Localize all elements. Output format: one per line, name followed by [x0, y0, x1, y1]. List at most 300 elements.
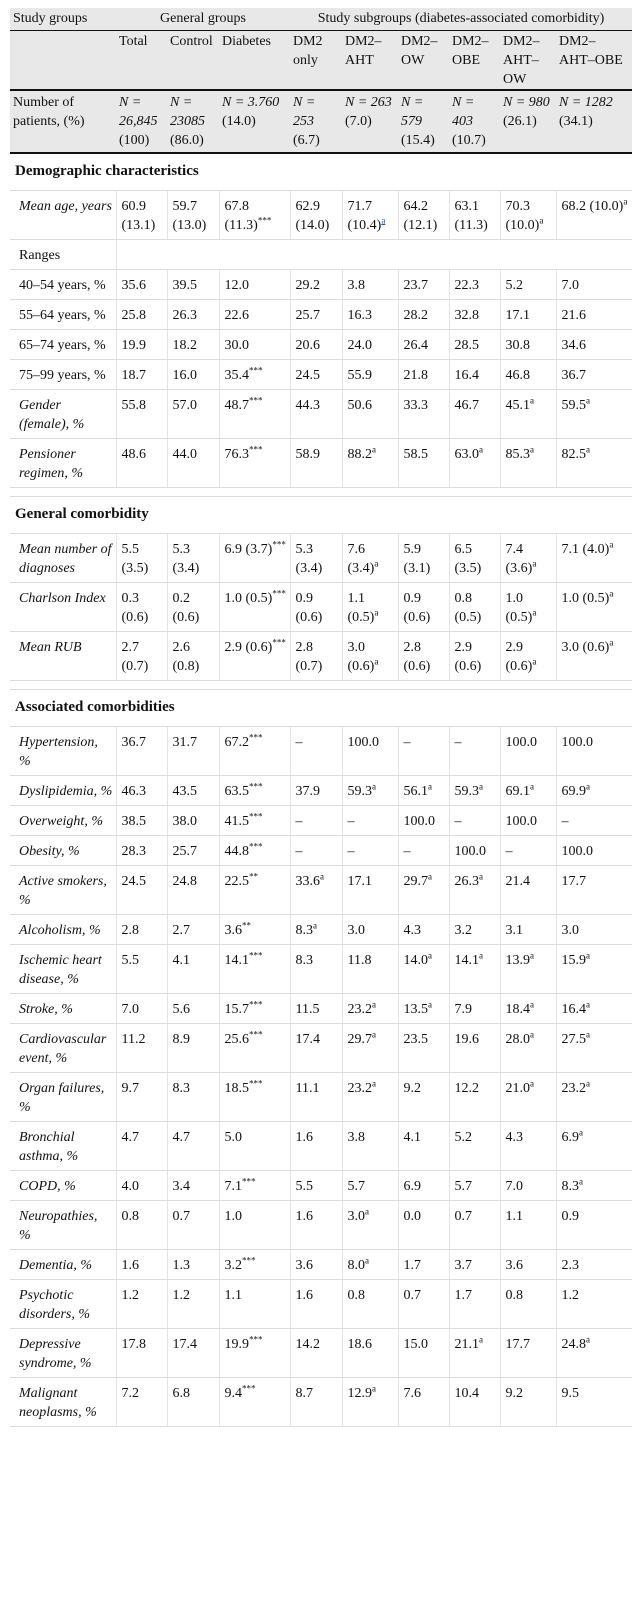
table-cell: [342, 191, 398, 240]
table-cell: [500, 1171, 556, 1201]
cell-value: –: [454, 814, 462, 829]
table-row: [10, 727, 632, 776]
table-cell: [398, 360, 449, 390]
table-cell: [290, 866, 342, 915]
table-cell: [449, 776, 500, 806]
table-cell: [398, 270, 449, 300]
table-cell: [342, 1201, 398, 1250]
significance-mark: a: [372, 444, 376, 455]
significance-mark: a: [479, 444, 483, 455]
table-cell: [342, 1122, 398, 1171]
section-spacer: [10, 681, 632, 690]
col-header-total: Total: [116, 31, 167, 91]
cell-value: 17.4: [172, 1337, 197, 1352]
table-cell: [167, 806, 219, 836]
cell-value: 7.4 (3.6): [505, 542, 533, 576]
table-cell: [500, 360, 556, 390]
cell-value: 14.2: [295, 1337, 320, 1352]
row-label: Depressive syndrome, %: [10, 1329, 116, 1378]
patients-cell: N = 579 (15.4): [398, 90, 449, 153]
cell-value: 1.1: [224, 1288, 242, 1303]
patients-cell: N = 23085 (86.0): [167, 90, 219, 153]
cell-value: 3.6: [224, 923, 242, 938]
table-cell: [219, 915, 290, 945]
cell-value: 1.6: [121, 1258, 139, 1273]
cell-value: 30.8: [505, 338, 530, 353]
table-cell: [500, 1024, 556, 1073]
cell-value: 7.1: [224, 1179, 242, 1194]
table-cell: [116, 191, 167, 240]
table-cell: [167, 632, 219, 681]
table-cell: [219, 360, 290, 390]
cell-value: 22.5: [224, 874, 249, 889]
general-groups-heading: General groups: [116, 8, 290, 31]
table-cell: [290, 727, 342, 776]
table-cell: [449, 866, 500, 915]
table-cell: [500, 806, 556, 836]
table-cell: [556, 1024, 632, 1073]
table-cell: [290, 1122, 342, 1171]
row-label: Mean number of diagnoses: [10, 534, 116, 583]
table-cell: [398, 1073, 449, 1122]
table-cell: [449, 1250, 500, 1280]
row-label: 65–74 years, %: [10, 330, 116, 360]
cell-value: 100.0: [505, 814, 537, 829]
row-label: Cardiovascular event, %: [10, 1024, 116, 1073]
cell-value: 12.9: [347, 1386, 372, 1401]
table-cell: [556, 866, 632, 915]
cell-value: 44.3: [295, 398, 320, 413]
table-cell: [116, 1378, 167, 1427]
cell-value: 21.4: [505, 874, 530, 889]
col-header-dm2-aht-obe: DM2–AHT–OBE: [556, 31, 632, 91]
cell-value: 1.6: [295, 1209, 313, 1224]
cell-value: 1.0 (0.5): [505, 591, 533, 625]
significance-mark: a: [530, 444, 534, 455]
cell-value: 3.6: [295, 1258, 313, 1273]
cell-value: 1.6: [295, 1130, 313, 1145]
section-title: Associated comorbidities: [10, 690, 632, 727]
cell-value: 6.5 (3.5): [454, 542, 482, 576]
cell-value: 3.0: [347, 923, 365, 938]
table-cell: [398, 1024, 449, 1073]
table-cell: [500, 727, 556, 776]
table-cell: [290, 1171, 342, 1201]
table-cell: [449, 1171, 500, 1201]
table-cell: [342, 806, 398, 836]
table-cell: [116, 1024, 167, 1073]
significance-mark: **: [249, 871, 258, 882]
cell-value: 3.4: [172, 1179, 190, 1194]
table-cell: [342, 776, 398, 806]
table-cell: [219, 1250, 290, 1280]
significance-mark: a: [428, 781, 432, 792]
table-cell: [398, 727, 449, 776]
cell-value: 5.6: [172, 1002, 190, 1017]
significance-mark: ***: [249, 781, 263, 792]
significance-mark: a: [609, 588, 614, 599]
table-cell: [290, 360, 342, 390]
cell-value: 45.1: [505, 398, 530, 413]
table-cell: [116, 330, 167, 360]
cell-value: 1.3: [172, 1258, 190, 1273]
cell-value: 17.4: [295, 1032, 320, 1047]
cell-value: 5.7: [454, 1179, 472, 1194]
table-cell: [116, 1171, 167, 1201]
table-cell: [556, 1280, 632, 1329]
table-cell: [556, 1378, 632, 1427]
table-cell: [556, 727, 632, 776]
cell-value: 8.7: [295, 1386, 313, 1401]
table-cell: [500, 583, 556, 632]
cell-value: 0.7: [172, 1209, 190, 1224]
table-row: [10, 836, 632, 866]
table-cell: [398, 1171, 449, 1201]
table-cell: [290, 1329, 342, 1378]
cell-value: 19.6: [454, 1032, 479, 1047]
row-label: Hypertension, %: [10, 727, 116, 776]
row-label: Stroke, %: [10, 994, 116, 1024]
spacer-cell: [10, 488, 632, 497]
table-cell: [116, 1073, 167, 1122]
cell-value: 3.0 (0.6): [561, 640, 610, 655]
table-cell: [449, 915, 500, 945]
cell-value: 5.3 (3.4): [295, 542, 323, 576]
cell-value: 33.6: [295, 874, 320, 889]
cell-value: 2.7: [172, 923, 190, 938]
cell-value: 0.9: [561, 1209, 579, 1224]
cell-value: 30.0: [224, 338, 249, 353]
table-cell: [219, 300, 290, 330]
table-cell: [116, 439, 167, 488]
cell-value: 35.4: [224, 368, 249, 383]
table-cell: [500, 1201, 556, 1250]
table-row: [10, 1329, 632, 1378]
cell-value: 21.1: [454, 1337, 479, 1352]
significance-mark: a: [609, 539, 614, 550]
significance-mark: a: [365, 1255, 369, 1266]
cell-value: 48.6: [121, 447, 146, 462]
section-header: [10, 690, 632, 727]
cell-value: 63.0: [454, 447, 479, 462]
table-cell: [556, 1250, 632, 1280]
table-cell: [556, 360, 632, 390]
table-cell: [290, 439, 342, 488]
cell-value: 0.8: [347, 1288, 365, 1303]
table-cell: [556, 270, 632, 300]
cell-value: 4.0: [121, 1179, 139, 1194]
cell-value: 5.0: [224, 1130, 242, 1145]
patients-cell: N = 1282 (34.1): [556, 90, 632, 153]
cell-value: 18.4: [505, 1002, 530, 1017]
cell-value: 18.2: [172, 338, 197, 353]
table-cell: [556, 806, 632, 836]
table-cell: [449, 583, 500, 632]
cell-value: 23.2: [347, 1002, 372, 1017]
cell-value: 0.8: [505, 1288, 523, 1303]
table-cell: [500, 390, 556, 439]
table-cell: [398, 390, 449, 439]
table-cell: [116, 836, 167, 866]
row-label: Alcoholism, %: [10, 915, 116, 945]
table-row: [10, 1073, 632, 1122]
table-cell: [556, 1171, 632, 1201]
cell-value: 8.3: [172, 1081, 190, 1096]
table-cell: [449, 1378, 500, 1427]
table-cell: [116, 360, 167, 390]
table-cell: [290, 945, 342, 994]
table-cell: [500, 191, 556, 240]
cell-value: 2.8 (0.7): [295, 640, 323, 674]
cell-value: 5.5: [295, 1179, 313, 1194]
cell-value: 37.9: [295, 784, 320, 799]
table-cell: [556, 439, 632, 488]
table-cell: [342, 836, 398, 866]
table-cell: [342, 270, 398, 300]
significance-mark: a: [372, 1029, 376, 1040]
row-label: Overweight, %: [10, 806, 116, 836]
table-row: [10, 1122, 632, 1171]
row-label: 75–99 years, %: [10, 360, 116, 390]
cell-value: 36.7: [561, 368, 586, 383]
cell-value: 29.2: [295, 278, 320, 293]
significance-mark: ***: [242, 1255, 256, 1266]
cell-value: 2.7 (0.7): [121, 640, 149, 674]
cell-value: 8.3: [295, 923, 313, 938]
table-cell: [290, 300, 342, 330]
table-row: [10, 439, 632, 488]
table-row: [10, 1250, 632, 1280]
cell-value: 17.1: [505, 308, 530, 323]
table-cell: [167, 836, 219, 866]
cell-value: 9.2: [505, 1386, 523, 1401]
cell-value: 4.1: [403, 1130, 421, 1145]
table-cell: [398, 1378, 449, 1427]
table-cell: [556, 1329, 632, 1378]
table-cell: [219, 1378, 290, 1427]
cell-value: 82.5: [561, 447, 586, 462]
cell-value: 33.3: [403, 398, 428, 413]
cell-value: 7.0: [121, 1002, 139, 1017]
significance-mark: a: [530, 999, 534, 1010]
significance-mark: ***: [272, 539, 286, 550]
significance-mark: ***: [249, 732, 263, 743]
table-cell: [167, 994, 219, 1024]
cell-value: 64.2 (12.1): [403, 199, 438, 233]
significance-mark: a: [586, 395, 590, 406]
cell-value: –: [295, 844, 303, 859]
cell-value: 11.5: [295, 1002, 320, 1017]
table-cell: [219, 439, 290, 488]
cell-value: 19.9: [224, 1337, 249, 1352]
significance-mark: a: [586, 1078, 590, 1089]
significance-mark: a: [479, 950, 483, 961]
cell-value: –: [505, 844, 513, 859]
cell-value: 5.5 (3.5): [121, 542, 149, 576]
table-cell: [556, 1122, 632, 1171]
cell-value: 2.8 (0.6): [403, 640, 431, 674]
cell-value: 60.9 (13.1): [121, 199, 156, 233]
table-cell: [449, 945, 500, 994]
table-row: [10, 1378, 632, 1427]
table-cell: [342, 534, 398, 583]
cell-value: 26.3: [454, 874, 479, 889]
table-cell: [219, 1024, 290, 1073]
cell-value: 46.3: [121, 784, 146, 799]
significance-mark: a: [623, 196, 628, 207]
cell-value: 1.2: [561, 1288, 579, 1303]
cell-value: 25.6: [224, 1032, 249, 1047]
cell-value: 58.9: [295, 447, 320, 462]
table-row: [10, 806, 632, 836]
table-cell: [342, 439, 398, 488]
cell-value: 68.2 (10.0): [561, 199, 624, 214]
cell-value: 1.0 (0.5): [561, 591, 610, 606]
table-cell: [398, 1329, 449, 1378]
table-cell: [449, 439, 500, 488]
cell-value: 36.7: [121, 735, 146, 750]
significance-mark: a: [532, 607, 537, 618]
significance-mark: a: [479, 1334, 483, 1345]
table-cell: [290, 583, 342, 632]
cell-value: 0.3 (0.6): [121, 591, 149, 625]
table-cell: [116, 1280, 167, 1329]
table-cell: [219, 945, 290, 994]
table-cell: [556, 915, 632, 945]
table-cell: [167, 866, 219, 915]
significance-mark: ***: [272, 588, 286, 599]
cell-value: 24.0: [347, 338, 372, 353]
cell-value: 16.3: [347, 308, 372, 323]
cell-value: 17.7: [561, 874, 586, 889]
cell-value: 14.1: [224, 953, 249, 968]
table-cell: [500, 1250, 556, 1280]
table-cell: [342, 1378, 398, 1427]
significance-mark: a: [372, 781, 376, 792]
table-cell: [556, 632, 632, 681]
row-label: Pensioner regimen, %: [10, 439, 116, 488]
cell-value: 63.1 (11.3): [454, 199, 488, 233]
table-cell: [290, 1280, 342, 1329]
table-cell: [290, 534, 342, 583]
cell-value: 100.0: [403, 814, 435, 829]
patients-cell: N = 403 (10.7): [449, 90, 500, 153]
table-row: [10, 632, 632, 681]
table-row: [10, 534, 632, 583]
cell-value: –: [347, 814, 355, 829]
cell-value: 28.0: [505, 1032, 530, 1047]
cell-value: –: [454, 735, 462, 750]
cell-value: 16.4: [454, 368, 479, 383]
cell-value: 13.9: [505, 953, 530, 968]
table-cell: [219, 583, 290, 632]
table-cell: [556, 390, 632, 439]
cell-value: 32.8: [454, 308, 479, 323]
cell-value: 21.6: [561, 308, 586, 323]
cell-value: 20.6: [295, 338, 320, 353]
cell-value: 28.3: [121, 844, 146, 859]
cell-value: 100.0: [561, 735, 593, 750]
cell-value: 1.7: [454, 1288, 472, 1303]
cell-value: 11.8: [347, 953, 372, 968]
significance-mark: a: [586, 1334, 590, 1345]
cell-value: 39.5: [172, 278, 197, 293]
cell-value: 28.5: [454, 338, 479, 353]
cell-value: 13.5: [403, 1002, 428, 1017]
cell-value: 0.7: [454, 1209, 472, 1224]
cell-value: 22.6: [224, 308, 249, 323]
cell-value: 3.2: [454, 923, 472, 938]
patients-cell: N = 3.760 (14.0): [219, 90, 290, 153]
table-cell: [167, 945, 219, 994]
cell-value: –: [347, 844, 355, 859]
cell-value: 6.8: [172, 1386, 190, 1401]
cell-value: 6.9: [403, 1179, 421, 1194]
table-row: [10, 1171, 632, 1201]
cell-value: 8.9: [172, 1032, 190, 1047]
significance-mark: a: [428, 950, 432, 961]
significance-mark: ***: [249, 365, 263, 376]
cell-value: 69.9: [561, 784, 586, 799]
cell-value: 9.7: [121, 1081, 139, 1096]
cell-value: 1.0 (0.5): [224, 591, 273, 606]
table-cell: [116, 300, 167, 330]
cell-value: 5.5: [121, 953, 139, 968]
cell-value: 0.8 (0.5): [454, 591, 482, 625]
cell-value: 4.7: [121, 1130, 139, 1145]
cell-value: 26.3: [172, 308, 197, 323]
cell-value: 10.4: [454, 1386, 479, 1401]
table-cell: [167, 439, 219, 488]
cell-value: 18.6: [347, 1337, 372, 1352]
cell-value: 16.4: [561, 1002, 586, 1017]
row-label: Dementia, %: [10, 1250, 116, 1280]
table-cell: [167, 330, 219, 360]
table-cell: [116, 945, 167, 994]
table-cell: [342, 1171, 398, 1201]
table-cell: [219, 1201, 290, 1250]
cell-value: 3.0: [561, 923, 579, 938]
table-cell: [219, 994, 290, 1024]
cell-value: 3.8: [347, 278, 365, 293]
cell-value: –: [295, 814, 303, 829]
cell-value: 18.7: [121, 368, 146, 383]
significance-mark: a: [374, 558, 379, 569]
table-cell: [219, 727, 290, 776]
cell-value: 4.7: [172, 1130, 190, 1145]
footnote-link[interactable]: a: [381, 215, 386, 226]
significance-mark: a: [479, 871, 483, 882]
cell-value: 21.8: [403, 368, 428, 383]
cell-value: 1.2: [172, 1288, 190, 1303]
table-row: [10, 915, 632, 945]
table-cell: [500, 1280, 556, 1329]
cell-value: 16.0: [172, 368, 197, 383]
cell-value: 3.1: [505, 923, 523, 938]
row-label: Dyslipidemia, %: [10, 776, 116, 806]
significance-mark: a: [586, 950, 590, 961]
table-cell: [290, 776, 342, 806]
significance-mark: a: [586, 999, 590, 1010]
table-cell: [167, 534, 219, 583]
cell-value: 12.2: [454, 1081, 479, 1096]
table-cell: [398, 806, 449, 836]
table-row: [10, 270, 632, 300]
significance-mark: a: [372, 1383, 376, 1394]
table-cell: [398, 1201, 449, 1250]
table-cell: [556, 1073, 632, 1122]
table-cell: [219, 866, 290, 915]
